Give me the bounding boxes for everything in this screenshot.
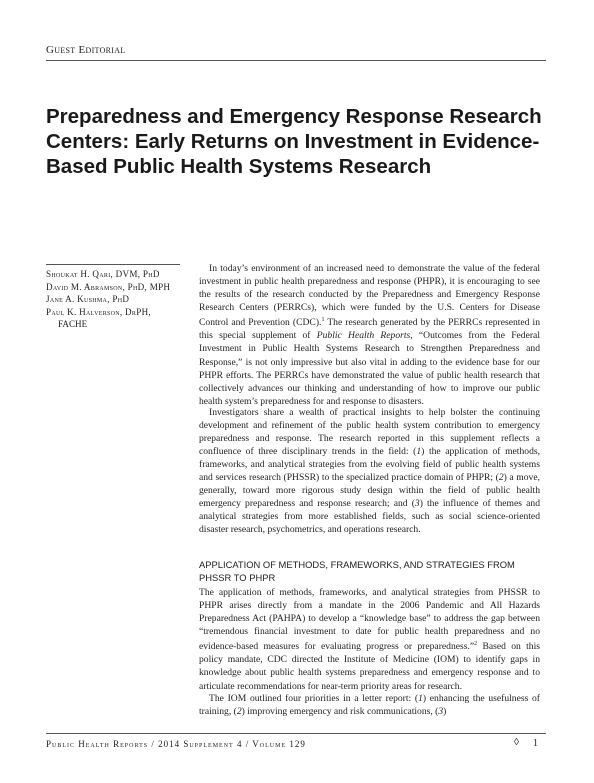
paragraph-text: The IOM outlined four priorities in a letter report: ( (209, 693, 419, 704)
paragraph-text: ) (443, 706, 447, 718)
paragraph-text: Investigators share a wealth of practical insights to help bolster the continuing development and refinement of the public health system contribution to emergency preparedness and response. The research reported in this supplement reflects a confluence of three disciplinary trends in the field: ( (199, 407, 540, 458)
paragraph-text: The research generated by the PERRCs represented in this special supplement of (199, 317, 541, 342)
list-number: 3 (438, 706, 444, 718)
author-name: Paul K. Halverson, DrPH, (46, 306, 152, 317)
author-name: Jane A. Kushma, PhD (46, 294, 130, 304)
reference-marker: 1 (321, 317, 325, 324)
list-number: 2 (498, 472, 504, 484)
paragraph-text: ) the application of methods, frameworks, and analytical strategies from the evolving field of public health systems and services research (PHSSR) to the specialized practice domain of PHPR; ( (199, 446, 540, 484)
journal-name: Public Health Reports (316, 330, 411, 342)
header-rule (46, 60, 546, 61)
author-credential-continuation: FACHE (58, 319, 88, 329)
body-paragraph (199, 406, 540, 536)
section-label: Guest Editorial (46, 44, 126, 56)
diamond-icon: ◊ (514, 737, 519, 748)
list-number: 3 (414, 498, 420, 510)
body-paragraph (199, 692, 540, 718)
reference-marker: 2 (474, 641, 478, 648)
paragraph-text: In today’s environment of an increased need to demonstrate the value of the federal investment in public health preparedness and response (PHPR), it is encouraging to see the results of the research conducted by the Preparedness and Emergency Response Research Centers (PERRCs), which were funded by the U.S. Centers for Disease Control and Prevention (CDC). (199, 263, 540, 329)
journal-footer: Public Health Reports / 2014 Supplement 4 / Volume 129 (46, 739, 306, 749)
paragraph-text: ) the influence of themes and analytical strategies from more established fields, such as social science-oriented disaster research, psychometrics, and operations research. (199, 498, 540, 536)
author-name: Shoukat H. Qari, DVM, PhD (46, 269, 160, 279)
list-number: 1 (418, 693, 423, 704)
list-number: 1 (416, 446, 422, 458)
author-name: David M. Abramson, PhD, MPH (46, 281, 171, 292)
paragraph-text: The application of methods, frameworks, and analytical strategies from PHSSR to PHPR arises directly from a mandate in the 2006 Pandemic and All Hazards Preparedness Act (PAHPA) to develop a “knowledge base” to address the gap between “tremendous financial investment to date for public health preparedness and no evidence-based measures for evaluating progress or preparedness.” (199, 587, 540, 653)
list-number: 2 (236, 706, 242, 718)
authors-rule (46, 264, 180, 265)
body-paragraph (199, 586, 540, 693)
paragraph-text: ) improving emergency and risk communications, ( (241, 706, 439, 718)
footer-rule (46, 733, 546, 734)
paragraph-text: ) a move, generally, toward more rigorous study design within the field of public health emergency preparedness and response research; and ( (199, 472, 540, 510)
section-heading: APPLICATION OF METHODS, FRAMEWORKS, AND STRATEGIES FROM PHSSR TO PHPR (199, 559, 515, 583)
article-title: Preparedness and Emergency Response Research Centers: Early Returns on Investment in Evidence-Based Public Health Systems Research (46, 105, 542, 178)
page-number: 1 (533, 738, 538, 749)
paragraph-text: Based on this policy mandate, CDC directed the Institute of Medicine (IOM) to identify gaps in knowledge about public health systems preparedness and emergency response and to articulate recommendations for near-term priority areas for research. (199, 641, 540, 692)
body-paragraph (199, 262, 540, 408)
paragraph-text: ) enhancing the usefulness of training, ( (199, 693, 540, 718)
author-list (46, 268, 196, 331)
paragraph-text: , “Outcomes from the Federal Investment in Public Health Systems Research to Strengthen Preparedness and Response,” is not only impressive but also vital in adding to the evidence base for our PHPR efforts. The PERRCs have demonstrated the value of public health research that collectively advances our thinking and understanding of how to improve our public health system’s preparedness for and response to disasters. (199, 330, 540, 407)
